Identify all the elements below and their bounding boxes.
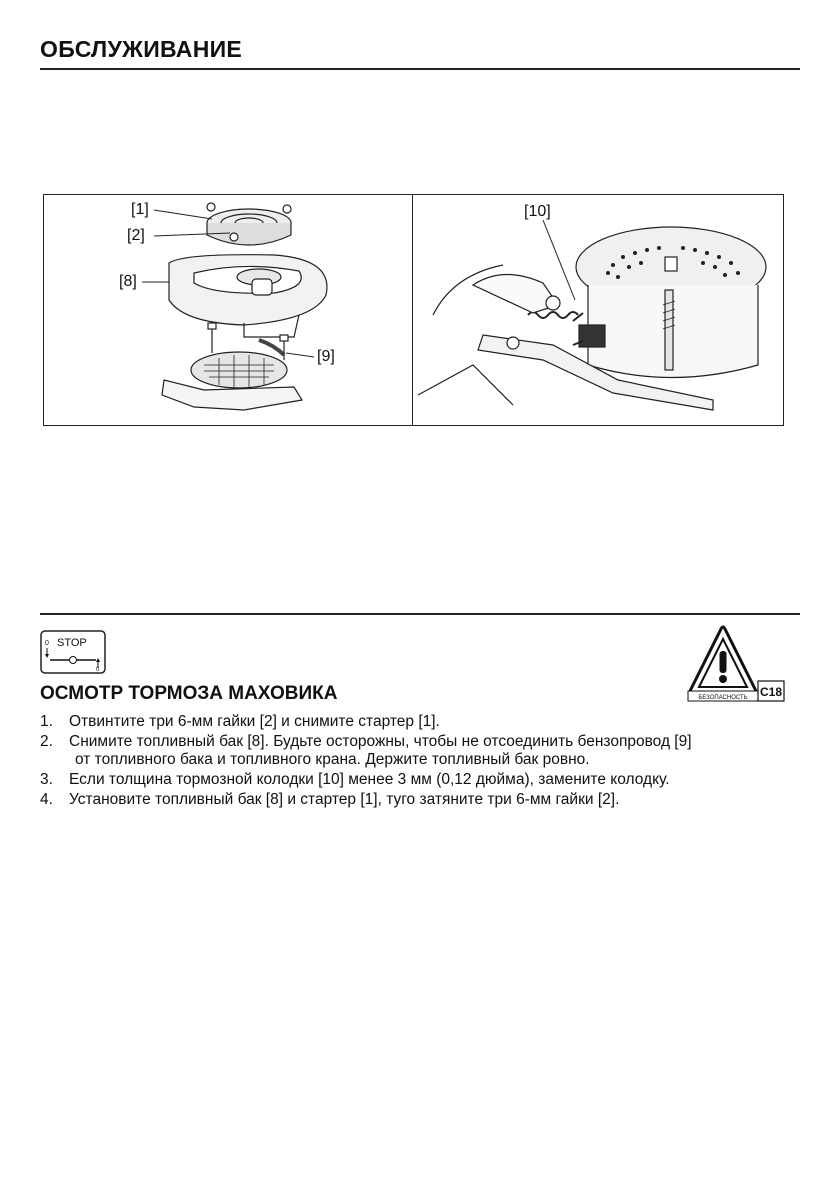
section-title: ОСМОТР ТОРМОЗА МАХОВИКА bbox=[40, 683, 338, 704]
callout-8: [8] bbox=[119, 273, 137, 290]
safety-code: C18 bbox=[759, 685, 783, 699]
list-item bbox=[40, 733, 810, 769]
callout-2: [2] bbox=[127, 227, 145, 244]
stop-engine-icon bbox=[40, 630, 106, 674]
disassembly-illustration bbox=[44, 195, 413, 425]
svg-text:0: 0 bbox=[45, 640, 49, 647]
callout-1: [1] bbox=[131, 201, 149, 218]
page-title: ОБСЛУЖИВАНИЕ bbox=[40, 36, 243, 62]
safety-label: БЕЗОПАСНОСТЬ bbox=[698, 695, 748, 701]
list-item bbox=[40, 713, 810, 731]
step-text: Снимите топливный бак [8]. Будьте осторожны, чтобы не отсоединить бензопровод [9] bbox=[69, 733, 692, 750]
safety-warning-icon bbox=[685, 623, 785, 703]
svg-text:0: 0 bbox=[96, 667, 100, 673]
step-text: Отвинтите три 6-мм гайки [2] и снимите стартер [1]. bbox=[69, 713, 440, 730]
callout-9: [9] bbox=[317, 348, 335, 365]
brake-pad-illustration bbox=[413, 195, 783, 425]
step-number: 4. bbox=[40, 791, 53, 808]
figure-brake-pad bbox=[412, 194, 784, 426]
callout-10: [10] bbox=[524, 203, 551, 220]
stop-label: STOP bbox=[57, 637, 87, 649]
instruction-list bbox=[40, 713, 810, 811]
header-divider bbox=[40, 68, 800, 70]
step-number: 1. bbox=[40, 713, 53, 730]
step-number: 2. bbox=[40, 733, 53, 750]
step-number: 3. bbox=[40, 771, 53, 788]
list-item bbox=[40, 791, 810, 809]
step-text: Если толщина тормозной колодки [10] менее 3 мм (0,12 дюйма), замените колодку. bbox=[69, 771, 670, 788]
step-text-continued: от топливного бака и топливного крана. Держите топливный бак ровно. bbox=[75, 751, 590, 768]
list-item bbox=[40, 771, 810, 789]
section-divider bbox=[40, 613, 800, 615]
step-text: Установите топливный бак [8] и стартер [1], туго затяните три 6-мм гайки [2]. bbox=[69, 791, 620, 808]
figure-disassembly bbox=[43, 194, 414, 426]
